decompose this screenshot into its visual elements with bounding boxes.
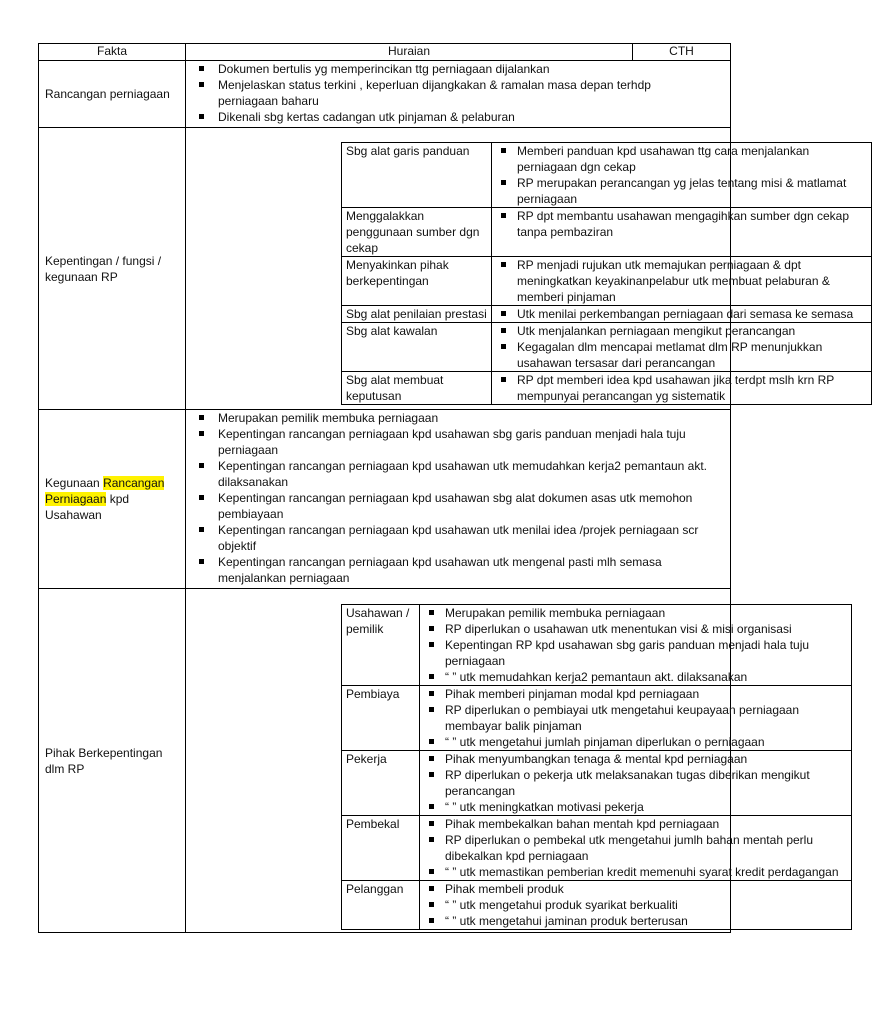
huraian-cell [186,128,854,410]
huraian-cell [186,589,839,933]
header-cth: CTH [633,44,731,61]
sub-label: Pembekal [342,816,420,881]
list-item: RP dpt memberi idea kpd usahawan jika terdpt mslh krn RP mempunyai perancangan yg sistematik [495,372,868,404]
sub-label: Pembiaya [342,686,420,751]
list-item: Pihak membeli produk [423,881,848,897]
table-row [342,881,852,930]
huraian-cell [186,410,731,589]
header-fakta: Fakta [39,44,186,61]
sub-label: Menggalakkan penggunaan sumber dgn cekap [342,208,492,257]
highlighted-text: Rancangan Perniagaan [45,476,165,506]
sub-label: Sbg alat membuat keputusan [342,372,492,405]
list-item: Pihak membekalkan bahan mentah kpd perniagaan [423,816,848,832]
header-row [39,44,731,61]
sub-label: Sbg alat kawalan [342,323,492,372]
list-item: Kegagalan dlm mencapai metlamat dlm RP menunjukkan usahawan tersasar dari perancangan [495,339,868,371]
table-row [342,686,852,751]
notes-sheet [38,43,854,933]
list-item: “ ” utk mengetahui jaminan produk berterusan [423,913,848,929]
table-row [342,323,872,372]
list-item: RP merupakan perancangan yg jelas tentang misi & matlamat perniagaan [495,175,868,207]
list-item: RP diperlukan o pekerja utk melaksanakan tugas diberikan mengikut perancangan [423,767,848,799]
list-item: Kepentingan rancangan perniagaan kpd usahawan utk mengenal pasti mlh semasa menjalankan perniagaan [192,554,727,586]
list-item: Memberi panduan kpd usahawan ttg cara menjalankan perniagaan dgn cekap [495,143,868,175]
fakta-cell: Pihak Berkepentingan dlm RP [39,589,186,933]
list-item: RP diperlukan o pembekal utk mengetahui jumlh bahan mentah perlu dibekalkan kpd perniagaan [423,832,848,864]
list-item: RP menjadi rujukan utk memajukan perniagaan & dpt meningkatkan keyakinanpelabur utk membuat pelaburan & memberi pinjaman [495,257,868,305]
table-row [342,605,852,686]
kepentingan-subtable [341,142,872,405]
list-item: “ ” utk mengetahui jumlah pinjaman diperlukan o perniagaan [423,734,848,750]
sub-label: Sbg alat garis panduan [342,143,492,208]
sub-label: Usahawan / pemilik [342,605,420,686]
list-item: RP dpt membantu usahawan mengagihkan sumber dgn cekap tanpa pembaziran [495,208,868,240]
sub-label: Pelanggan [342,881,420,930]
header-huraian: Huraian [186,44,633,61]
row-pihak-berkepentingan [39,589,731,933]
list-item: Kepentingan RP kpd usahawan sbg garis panduan menjadi hala tuju perniagaan [423,637,848,669]
table-row [342,306,872,323]
fakta-cell: Rancangan perniagaan [39,61,186,128]
list-item: “ ” utk meningkatkan motivasi pekerja [423,799,848,815]
list-item: Kepentingan rancangan perniagaan kpd usahawan sbg alat dokumen asas utk memohon pembiayaan [192,490,727,522]
list-item: RP diperlukan o usahawan utk menentukan visi & misi organisasi [423,621,848,637]
huraian-cell [186,61,731,128]
row-kegunaan-rp [39,410,731,589]
list-item: “ ” utk memastikan pemberian kredit memenuhi syarat kredit perdagangan [423,864,848,880]
list-item: “ ” utk mengetahui produk syarikat berkualiti [423,897,848,913]
list-item: “ ” utk memudahkan kerja2 pemantaun akt. dilaksanakan [423,669,848,685]
notes-table [38,43,854,933]
list-item: Utk menilai perkembangan perniagaan dari semasa ke semasa [495,306,868,322]
fakta-cell: Kepentingan / fungsi / kegunaan RP [39,128,186,410]
list-item: Pihak menyumbangkan tenaga & mental kpd perniagaan [423,751,848,767]
sub-label: Menyakinkan pihak berkepentingan [342,257,492,306]
table-row [342,751,852,816]
table-row [342,257,872,306]
row-rancangan-perniagaan [39,61,731,128]
list-item: Menjelaskan status terkini , keperluan dijangkakan & ramalan masa depan terhdp perniagaan baharu [192,77,712,109]
table-row [342,208,872,257]
list-item: Pihak memberi pinjaman modal kpd perniagaan [423,686,848,702]
sub-label: Sbg alat penilaian prestasi [342,306,492,323]
table-row [342,816,852,881]
pihak-subtable [341,604,852,930]
list-item: Utk menjalankan perniagaan mengikut perancangan [495,323,868,339]
row-kepentingan-rp [39,128,731,410]
fakta-text: Kegunaan [45,476,104,490]
list-item: RP diperlukan o pembiayai utk mengetahui keupayaan perniagaan membayar balik pinjaman [423,702,848,734]
list-item: Kepentingan rancangan perniagaan kpd usahawan utk memudahkan kerja2 pemantaun akt. dilaksanakan [192,458,727,490]
fakta-text: kpd Usahawan [45,492,130,522]
list-item: Dikenali sbg kertas cadangan utk pinjaman & pelaburan [192,109,712,125]
fakta-cell [39,410,186,589]
table-row [342,143,872,208]
list-item: Dokumen bertulis yg memperincikan ttg perniagaan dijalankan [192,61,712,77]
list-item: Merupakan pemilik membuka perniagaan [423,605,848,621]
list-item: Kepentingan rancangan perniagaan kpd usahawan sbg garis panduan menjadi hala tuju perniagaan [192,426,727,458]
list-item: Kepentingan rancangan perniagaan kpd usahawan utk menilai idea /projek perniagaan scr objektif [192,522,727,554]
table-row [342,372,872,405]
list-item: Merupakan pemilik membuka perniagaan [192,410,727,426]
sub-label: Pekerja [342,751,420,816]
